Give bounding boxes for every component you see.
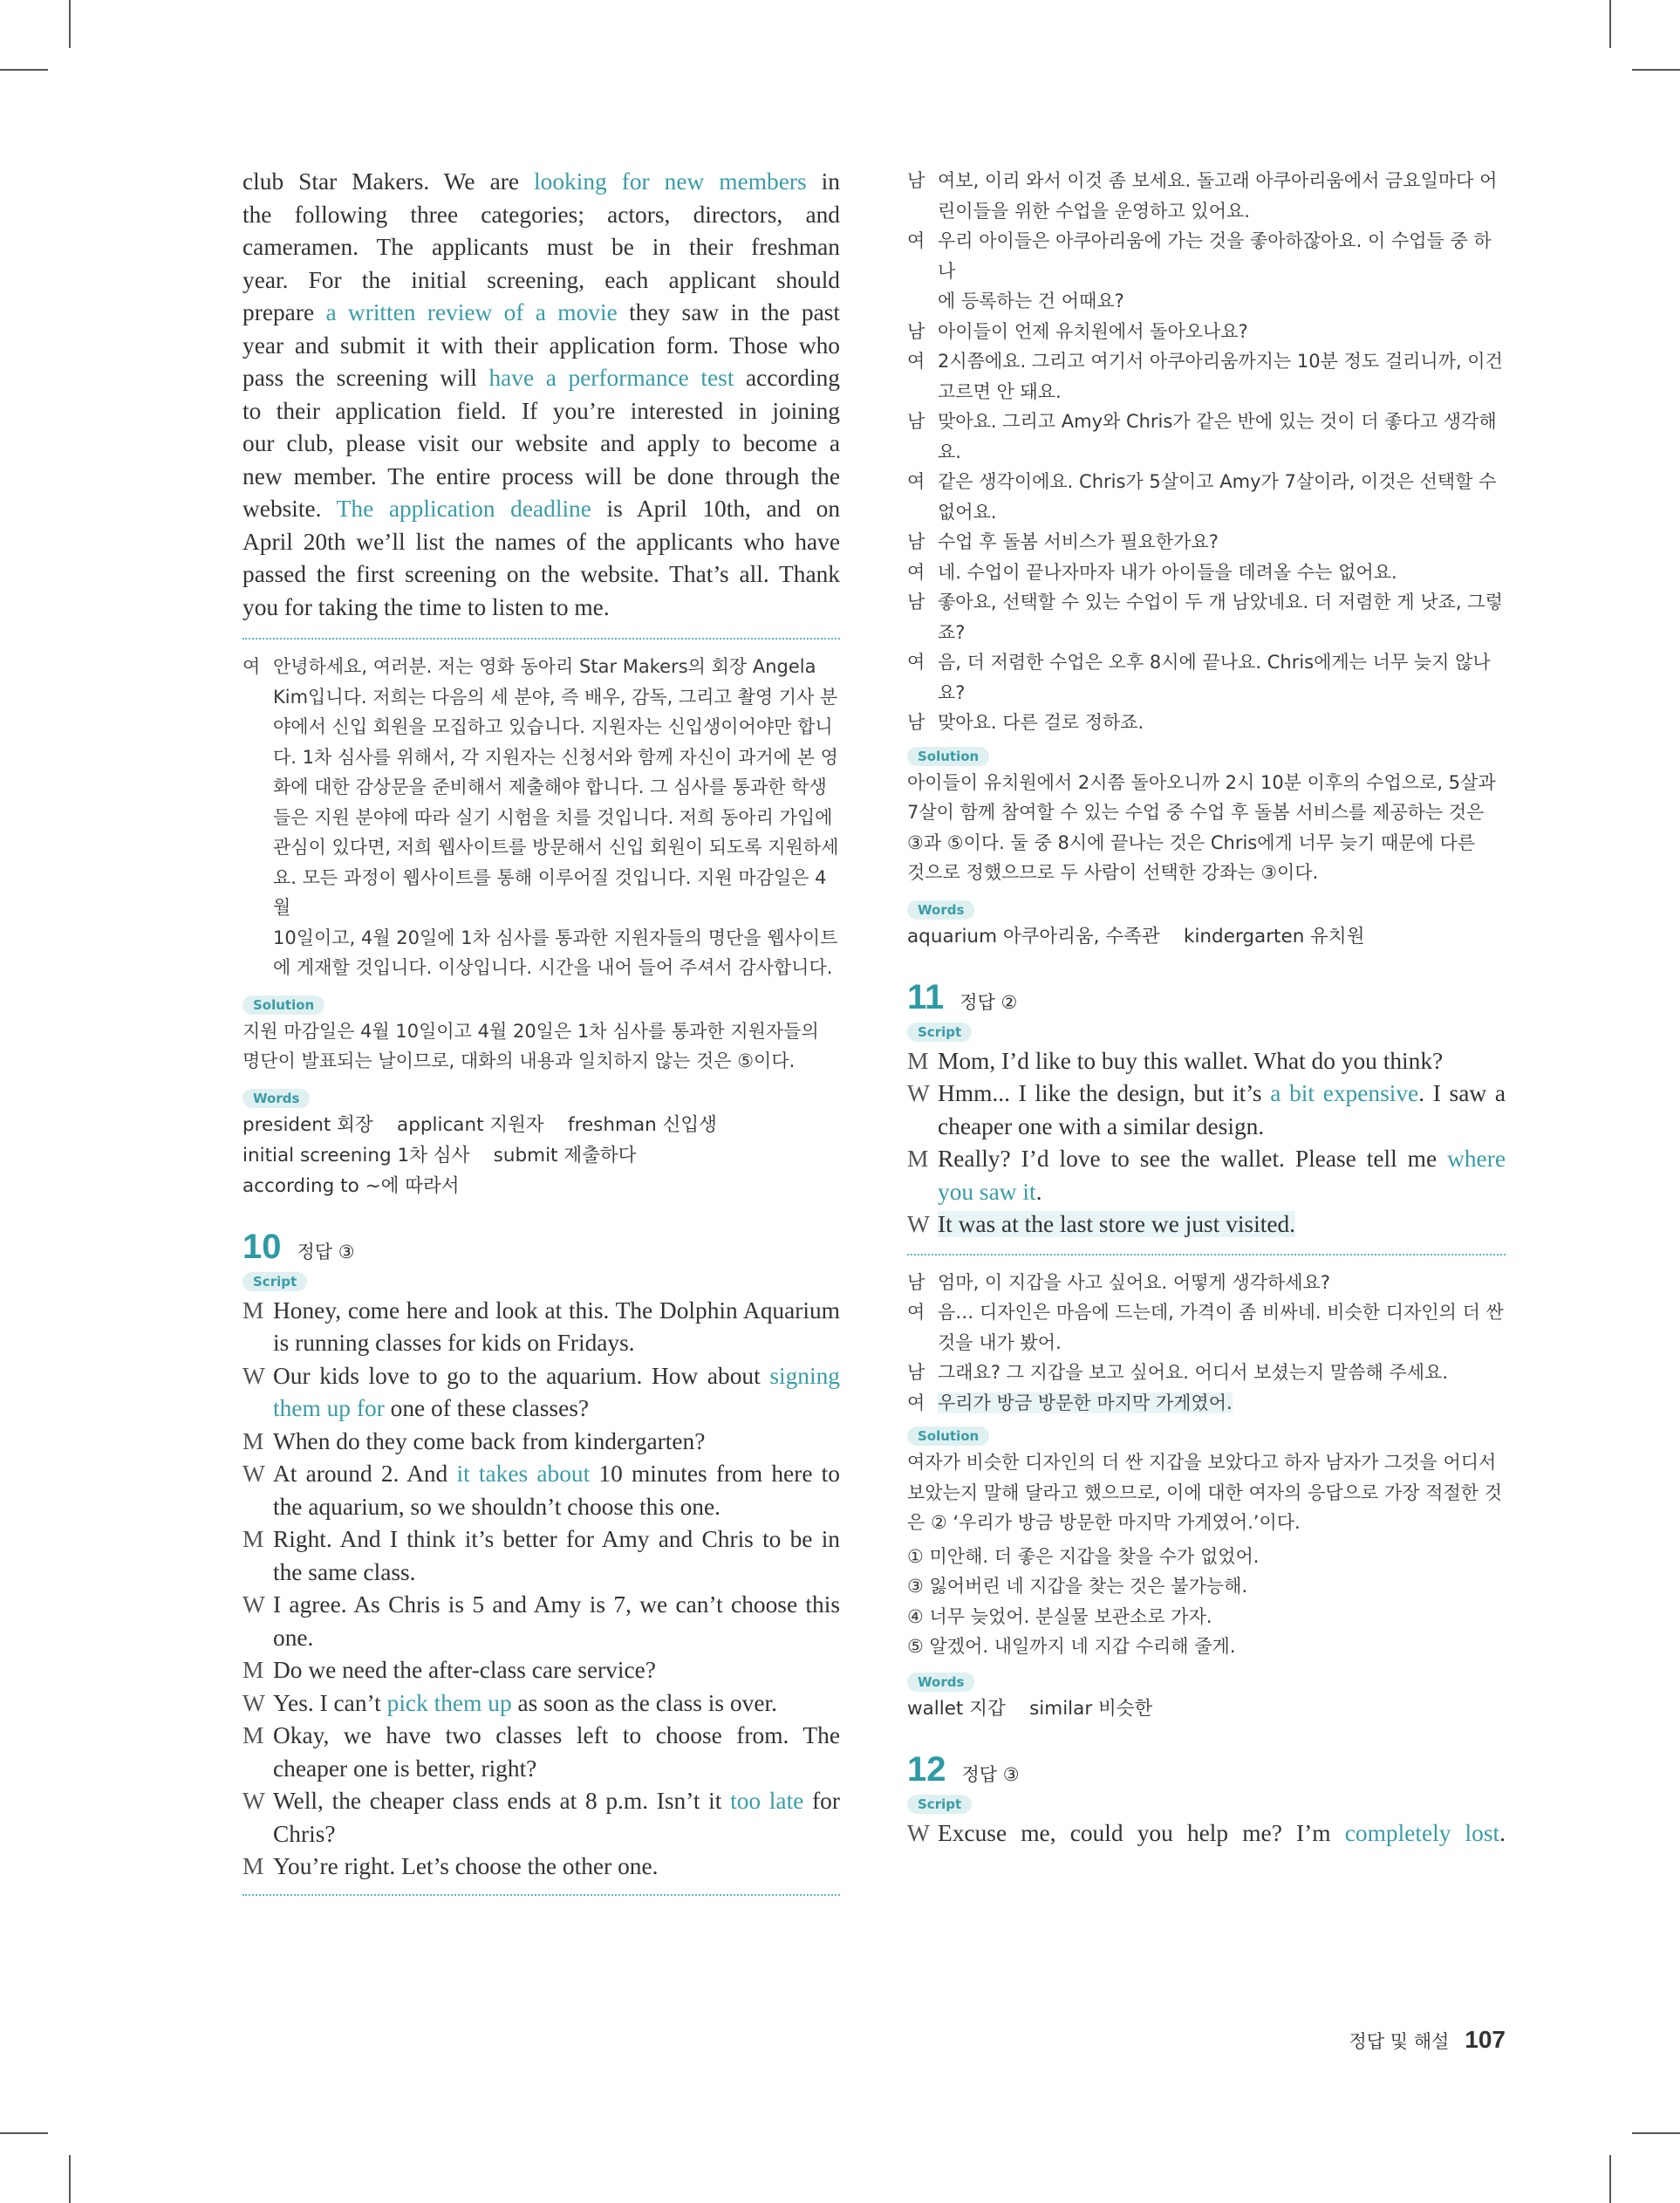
option-line: ④ 너무 늦었어. 분실물 보관소로 가자. [907,1605,1212,1627]
text-line [242,362,840,395]
translation-line: 여보, 이리 와서 이것 좀 보세요. 돌고래 아쿠아리움에서 금요일마다 어 [938,170,1498,191]
q12-header [907,1750,1506,1789]
footer-label: 정답 및 해설 [1349,2031,1450,2052]
solution-badge: Solution [907,747,989,766]
text-line [273,1426,840,1459]
text-run: they saw in the past [617,299,840,325]
translation-turn [907,527,1506,558]
text-line [273,1589,840,1622]
q10-solution-text [907,768,1506,888]
text-run: prepare [242,299,326,325]
highlighted-phrase: too late [730,1788,804,1814]
translation-text [938,1388,1506,1419]
crop-mark-bottom-right-v [1609,2155,1611,2203]
text-run: new member. The entire process will be done through the [242,462,840,489]
highlighted-phrase: a bit expensive [1270,1080,1419,1106]
solution-line: 은 ② ‘우리가 방금 방문한 마지막 가게였어.’이다. [907,1512,1301,1533]
dialogue-text [938,1143,1506,1208]
text-run: is April 10th, and on [591,496,841,522]
speaker-label: M [242,1526,264,1552]
translation-line: 좋아요, 선택할 수 있는 수업이 두 개 남았네요. 더 저렴한 게 낫죠, 그렇 [938,592,1503,612]
translation-line: 네. 수업이 끝나자마자 내가 아이들을 데려올 수는 없어요. [938,561,1397,583]
dialogue-turn [242,1720,840,1785]
translation-line: 다. 1차 심사를 위해서, 각 지원자는 신청서와 함께 자신이 과거에 본 영 [273,746,838,768]
q9-korean-translation [242,652,840,983]
text-line [242,526,840,559]
solution-line: ③과 ⑤이다. 둘 중 8시에 끝나는 것은 Chris에게 너무 늦기 때문에 다른 [907,831,1476,853]
translation-text [938,407,1506,467]
text-run: cheaper one is better, right? [273,1755,537,1782]
speaker-label: 남 [907,1271,925,1293]
speaker-label: 여 [907,652,925,673]
translation-line: 음, 더 저렴한 수업은 오후 8시에 끝나요. Chris에게는 너무 늦지 않나 [938,652,1491,673]
highlighted-phrase: pick them up [386,1689,512,1716]
highlighted-phrase: a written review of a movie [325,299,618,325]
words-badge: Words [907,900,974,920]
translation-text [938,166,1506,226]
text-run: Mom, I’d like to buy this wallet. What do you think? [938,1047,1444,1074]
dialogue-text [938,1208,1506,1242]
translation-line: 것을 내가 봤어. [938,1331,1062,1353]
page-number: 107 [1465,2026,1506,2053]
text-line [273,1392,840,1426]
crop-mark-top-right-v [1609,0,1611,48]
text-line [242,231,840,264]
text-run: according [734,365,840,391]
text-line [938,1176,1506,1209]
translation-line: 같은 생각이에요. Chris가 5살이고 Amy가 7살이라, 이것은 선택할 수 [938,471,1497,492]
translation-line: 안녕하세요, 여러분. 저는 영화 동아리 Star Makers의 회장 Angela [273,656,816,677]
option-line: ⑤ 알겠어. 내일까지 네 지갑 수리해 줄게. [907,1636,1236,1657]
speaker-label: 남 [907,170,925,191]
text-run: . I saw a [1418,1080,1506,1106]
translation-line: 2시쯤에요. 그리고 여기서 아쿠아리움까지는 10분 정도 걸리니까, 이건 [938,351,1503,372]
highlighted-phrase: completely lost [1344,1819,1500,1846]
translation-line: 린이들을 위한 수업을 운영하고 있어요. [938,200,1250,222]
translation-turn [907,1358,1506,1388]
question-number: 11 [907,977,945,1016]
translation-turn [907,317,1506,347]
translation-turn [907,558,1506,588]
translation-line: Kim입니다. 저희는 다음의 세 분야, 즉 배우, 감독, 그리고 촬영 기사 분 [273,686,838,708]
text-run: Do we need the after-class care service? [273,1657,656,1683]
solution-badge: Solution [242,995,324,1015]
speaker-label: M [242,1722,264,1748]
translation-text [938,527,1506,558]
translation-line: 들은 지원 분야에 따라 실기 시험을 치를 것입니다. 저희 동아리 가입에 [273,806,833,828]
highlighted-phrase: looking for new members [534,168,807,195]
speaker-label: 남 [907,531,925,552]
dialogue-text [273,1589,840,1654]
text-line [242,264,840,298]
text-run: the aquarium, so we shouldn’t choose this one. [273,1493,720,1520]
translation-line: 관심이 있다면, 저희 웹사이트를 방문해서 신입 회원이 되도록 지원하세 [273,837,839,858]
dialogue-text [273,1785,840,1851]
text-run: to their application field. If you’re interested in joining [242,397,840,424]
speaker-label: M [242,1427,264,1454]
dialogue-turn [907,1078,1506,1143]
speaker-label: M [242,1853,264,1879]
text-run: you for taking the time to listen to me. [242,593,610,620]
speaker-label: W [242,1591,265,1618]
text-line [273,1851,840,1884]
speaker-label: 여 [907,471,925,492]
q11-korean-translation [907,1268,1506,1419]
text-run: our club, please visit our website and apply to become a [242,430,840,456]
option-line: ③ 잃어버린 네 지갑을 찾는 것은 불가능해. [907,1576,1248,1597]
translation-line: 10일이고, 4월 20일에 1차 심사를 통과한 지원자들의 명단을 웹사이트 [273,927,838,948]
text-line [242,297,840,330]
translation-turn [907,346,1506,407]
text-line [242,461,840,494]
translation-line: 화에 대한 감상문을 준비해서 제출해야 합니다. 그 심사를 통과한 학생 [273,777,827,797]
translation-turn [907,226,1506,317]
text-line [938,1143,1506,1176]
translation-text [938,1268,1506,1298]
translation-line: 엄마, 이 지갑을 사고 싶어요. 어떻게 생각하세요? [938,1271,1330,1293]
translation-text [938,317,1506,347]
solution-line: 보았는지 말해 달라고 했으므로, 이에 대한 여자의 응답으로 가장 적절한 것 [907,1481,1503,1503]
text-line [273,1523,840,1556]
translation-text [938,1297,1506,1358]
translation-line: 맞아요. 다른 걸로 정하죠. [938,712,1144,733]
text-run: . [1035,1178,1042,1205]
text-run: Right. And I think it’s better for Amy and Chris to be in [273,1526,840,1552]
text-run: the following three categories; actors, directors, and [242,201,840,228]
speaker-label: W [242,1461,265,1487]
translation-line: 고르면 안 돼요. [938,380,1062,402]
text-run: one of these classes? [384,1395,590,1421]
solution-line: 지원 마감일은 4월 10일이고 4월 20일은 1차 심사를 통과한 지원자들의 [242,1020,819,1042]
marked-answer: 우리가 방금 방문한 마지막 가게였어. [938,1392,1233,1413]
translation-turn [907,1297,1506,1358]
dialogue-text [273,1458,840,1523]
translation-turn [907,1268,1506,1298]
translation-turn [907,166,1506,226]
script-badge: Script [907,1023,972,1042]
words-line: according to ~에 따라서 [242,1174,460,1197]
dialogue-text [273,1360,840,1426]
speaker-label: 여 [907,230,925,251]
translation-line: 수업 후 돌봄 서비스가 필요한가요? [938,531,1219,552]
speaker-label: M [242,1296,264,1324]
text-run: Our kids love to go to the aquarium. How about [273,1362,770,1389]
words-line: president 회장 applicant 지원자 freshman 신입생 [242,1113,717,1136]
highlighted-phrase: have a performance test [488,365,734,391]
q9-solution-text [242,1016,840,1077]
words-badge: Words [242,1089,310,1108]
q10-header [242,1228,840,1267]
text-run: Excuse me, could you help me? I’m [938,1819,1345,1846]
text-line [273,1720,840,1753]
text-line [938,1817,1506,1851]
question-number: 12 [907,1749,946,1789]
words-badge: Words [907,1673,974,1692]
q11-script [907,1045,1506,1242]
text-run: Well, the cheaper class ends at 8 p.m. Isn’t it [273,1788,731,1814]
text-line [242,493,840,526]
speaker-label: 여 [907,1302,925,1323]
text-run: is running classes for kids on Fridays. [273,1330,635,1356]
text-run: one. [273,1624,314,1651]
highlighted-phrase: where [1447,1146,1506,1172]
highlighted-phrase: it takes about [456,1461,591,1487]
solution-line: 아이들이 유치원에서 2시쯤 돌아오니까 2시 10분 이후의 수업으로, 5살과 [907,771,1496,793]
text-run: cheaper one with a similar design. [938,1112,1265,1139]
text-line [273,1753,840,1786]
dialogue-turn [242,1458,840,1523]
solution-badge: Solution [907,1426,989,1446]
text-run: I agree. As Chris is 5 and Amy is 7, we can’t choose this [273,1591,840,1618]
translation-line: 음… 디자인은 마음에 드는데, 가격이 좀 비싸네. 비슷한 디자인의 더 싼 [938,1302,1504,1323]
text-line [242,199,840,232]
text-line [242,166,840,199]
text-line [938,1208,1506,1242]
text-line [273,1785,840,1818]
dialogue-turn [242,1360,840,1426]
solution-line: 것으로 정했으므로 두 사람이 선택한 강좌는 ③이다. [907,862,1319,883]
speaker-label: 남 [907,320,925,342]
translation-line [938,1388,1506,1419]
dialogue-text [273,1654,840,1687]
dialogue-text [273,1523,840,1589]
highlighted-phrase: signing [769,1362,840,1389]
speaker-label: 남 [907,1362,925,1383]
speaker-label: 여 [907,351,925,372]
text-line [273,1327,840,1360]
text-run: for [803,1788,840,1814]
translation-text [938,647,1506,708]
dialogue-text [273,1851,840,1884]
speaker-label: 남 [907,411,925,432]
option-line: ① 미안해. 더 좋은 지갑을 찾을 수가 없었어. [907,1545,1260,1567]
text-line [273,1295,840,1328]
translation-line: 그래요? 그 지갑을 보고 싶어요. 어디서 보셨는지 말씀해 주세요. [938,1362,1449,1383]
text-run: passed the first screening on the website. That’s all. Thank [242,561,840,587]
speaker-label: W [907,1819,930,1846]
dialogue-turn [907,1208,1506,1242]
speaker-label: W [242,1362,265,1389]
text-line [273,1622,840,1655]
speaker-label: 여 [907,561,925,583]
translation-line: 요. 모든 과정이 웹사이트를 통해 이루어질 것입니다. 지원 마감일은 4월 [273,866,827,918]
text-run: April 20th we’ll list the names of the applicants who have [242,528,840,555]
translation-turn [907,1388,1506,1419]
dialogue-turn [242,1687,840,1721]
text-line [938,1078,1506,1111]
text-run: club Star Makers. We are [242,168,535,195]
answer-label: 정답 ③ [961,1763,1020,1785]
translation-turn [907,647,1506,708]
text-line [938,1111,1506,1144]
translation-line: 없어요. [938,501,997,523]
translation-line: 아이들이 언제 유치원에서 돌아오나요? [938,320,1248,342]
divider [242,1894,840,1896]
translation-turn [907,587,1506,647]
script-badge: Script [907,1795,972,1814]
divider [907,1254,1506,1255]
translation-line: 요? [938,681,966,703]
text-run: the same class. [273,1558,416,1585]
translation-text [938,708,1506,738]
translation-line: 야에서 신입 회원을 모집하고 있습니다. 지원자는 신입생이어야만 합니 [273,716,833,737]
speaker-label: W [242,1689,265,1716]
answer-label: 정답 ② [960,991,1018,1013]
text-run: Okay, we have two classes left to choose from. The [273,1722,840,1748]
text-line [938,1045,1506,1078]
speaker-label: 남 [907,712,925,733]
text-run: pass the screening will [242,365,489,391]
text-run: When do they come back from kindergarten? [273,1427,706,1454]
q11-solution-text [907,1447,1506,1538]
translation-turn [907,407,1506,467]
translation-text [938,226,1506,317]
solution-line: 7살이 함께 참여할 수 있는 수업 중 수업 후 돌봄 서비스를 제공하는 것은 [907,802,1485,823]
text-run: Chris? [273,1820,336,1847]
dialogue-turn [907,1143,1506,1208]
dialogue-text [273,1720,840,1785]
translation-text [938,346,1506,407]
translation-turn [907,467,1506,527]
speaker-label: 여 [242,656,261,677]
solution-line: 명단이 발표되는 날이므로, 대화의 내용과 일치하지 않는 것은 ⑤이다. [242,1050,796,1071]
text-line [242,395,840,428]
text-run: . [1499,1819,1506,1846]
translation-line: 죠? [938,621,966,643]
dialogue-text [273,1687,840,1721]
question-number: 10 [242,1227,282,1266]
text-line [242,330,840,363]
text-run: website. [242,496,337,522]
translation-text [938,1358,1506,1388]
dialogue-turn [242,1654,840,1687]
text-run: in [806,168,840,195]
answer-label: 정답 ③ [297,1241,355,1262]
crop-mark-bottom-right-h [1632,2132,1680,2134]
text-line [273,1687,840,1721]
dialogue-turn [242,1523,840,1589]
highlighted-phrase: The application deadline [336,496,591,522]
speaker-label: M [907,1146,929,1172]
translation-line: 에 등록하는 건 어때요? [938,291,1124,311]
translation-line: 우리 아이들은 아쿠아리움에 가는 것을 좋아하잖아요. 이 수업들 중 하나 [938,230,1492,282]
translation-text [938,467,1506,527]
text-run: It was at the last store we just visited. [938,1211,1296,1237]
dialogue-turn [907,1817,1506,1851]
text-run: Hmm... I like the design, but it’s [938,1080,1271,1106]
q11-header [907,978,1506,1017]
dialogue-turn [242,1785,840,1851]
dialogue-text [273,1295,840,1360]
q9-script-continued [242,166,840,624]
text-line [242,558,840,592]
translation-line: 요. [938,441,961,462]
text-run: Yes. I can’t [273,1689,387,1716]
highlighted-phrase: them up for [273,1395,385,1421]
crop-mark-top-right-h [1632,69,1680,71]
words-line: aquarium 아쿠아리움, 수족관 kindergarten 유치원 [907,925,1365,948]
dialogue-turn [242,1851,840,1884]
dialogue-turn [242,1295,840,1360]
crop-mark-bottom-left-v [69,2155,71,2203]
text-line [273,1458,840,1491]
solution-line: 여자가 비슷한 디자인의 더 싼 지갑을 보았다고 하자 남자가 그것을 어디서 [907,1452,1497,1473]
text-run: Honey, come here and look at this. The Dolphin Aquarium [273,1296,840,1324]
text-line [273,1654,840,1687]
translation-line: 맞아요. 그리고 Amy와 Chris가 같은 반에 있는 것이 더 좋다고 생각해 [938,411,1497,432]
text-line [242,428,840,461]
q10-korean-translation [907,166,1506,738]
text-run: You’re right. Let’s choose the other one. [273,1853,659,1879]
translation-text [938,587,1506,647]
speaker-label: W [907,1211,930,1237]
dialogue-text [938,1078,1506,1143]
words-line: initial screening 1차 심사 submit 제출하다 [242,1144,637,1166]
dialogue-text [938,1045,1506,1078]
words-line: wallet 지갑 similar 비슷한 [907,1697,1153,1720]
script-badge: Script [242,1272,307,1291]
text-line [242,592,840,625]
speaker-label: M [907,1047,929,1074]
q10-words-list [907,921,1506,952]
dialogue-turn [242,1589,840,1654]
highlighted-phrase: you saw it [938,1178,1036,1205]
q9-words-list [242,1110,840,1201]
q12-script [907,1817,1506,1851]
text-run: year and submit it with their application form. Those who [242,332,840,359]
text-line [273,1491,840,1524]
speaker-label: W [242,1788,265,1814]
dialogue-turn [242,1426,840,1459]
crop-mark-top-left-h [0,69,48,71]
speaker-label: W [907,1080,930,1106]
text-run: At around 2. And [273,1461,457,1487]
crop-mark-top-left-v [69,0,71,48]
dialogue-text [273,1426,840,1459]
translation-line: 에 게재할 것입니다. 이상입니다. 시간을 내어 들어 주셔서 감사합니다. [273,957,833,978]
q10-script [242,1295,840,1884]
dialogue-turn [907,1045,1506,1078]
crop-mark-bottom-left-h [0,2132,48,2134]
speaker-label: 남 [907,592,925,612]
translation-text [273,652,840,983]
q11-options-list [907,1542,1506,1662]
left-column [242,166,840,1896]
speaker-label: 여 [907,1392,925,1413]
divider [242,638,840,640]
text-line [273,1360,840,1393]
text-run: Really? I’d love to see the wallet. Please tell me [938,1146,1448,1172]
dialogue-text [938,1817,1506,1851]
translation-text [938,558,1506,588]
text-run: cameramen. The applicants must be in their freshman [242,234,840,260]
text-run: as soon as the class is over. [511,1689,777,1716]
translation-turn [907,708,1506,738]
speaker-label: M [242,1657,264,1683]
text-run: 10 minutes from here to [590,1461,840,1487]
right-column [907,166,1506,1850]
text-line [273,1556,840,1590]
text-line [273,1818,840,1851]
page-footer [1349,2026,1506,2054]
text-run: year. For the initial screening, each applicant should [242,266,840,293]
q11-words-list [907,1693,1506,1724]
